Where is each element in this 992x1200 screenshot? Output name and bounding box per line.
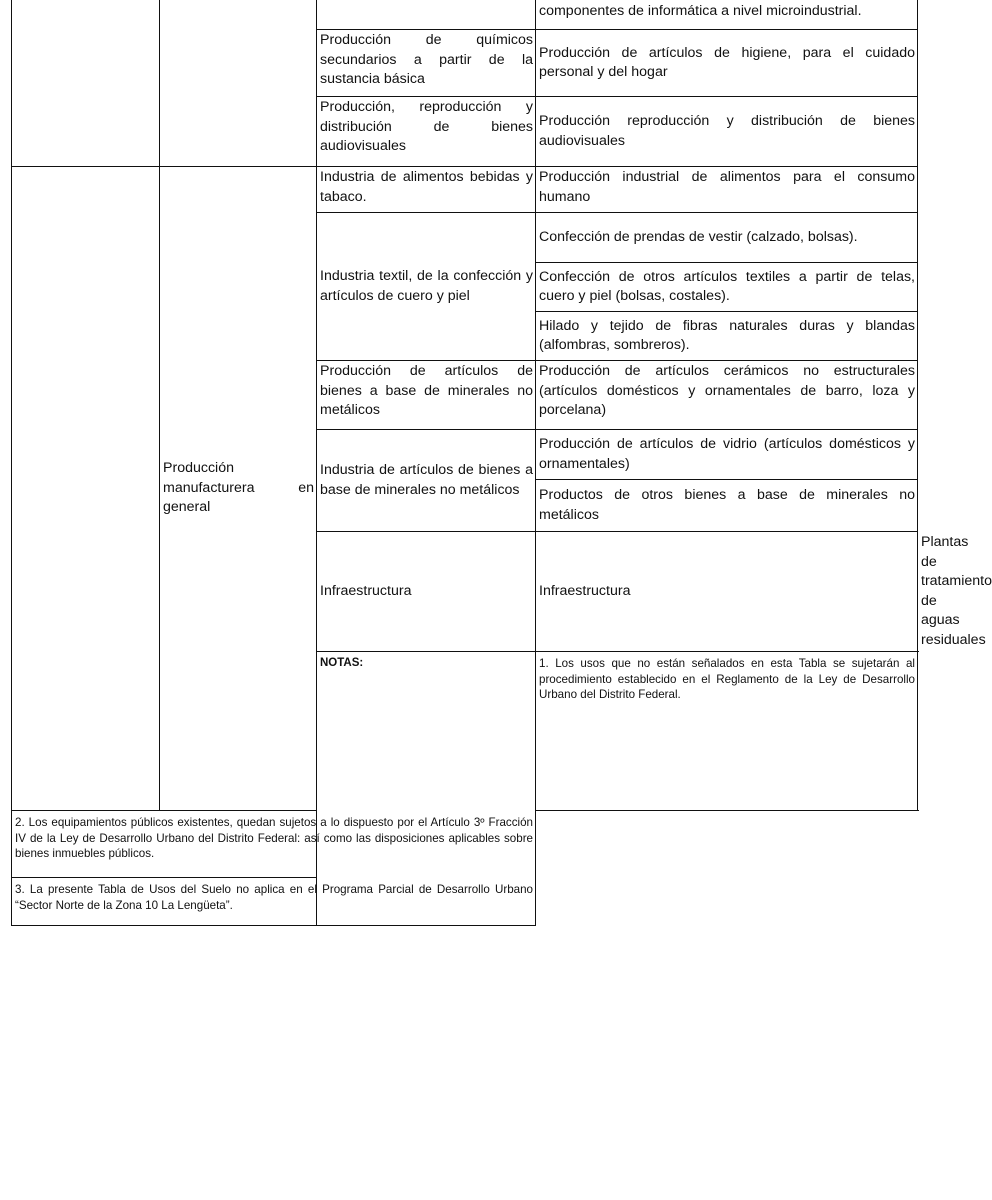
activity-cell: Confección de prendas de vestir (calzado, bolsas). <box>536 213 918 263</box>
notes-label: NOTAS: <box>317 652 536 926</box>
activity-cell: Confección de otros artículos textiles a partir de telas, cuero y piel (bolsas, costales). <box>536 263 918 312</box>
subgroup-cell: Industria de artículos de bienes a base de minerales no metálicos <box>317 430 536 532</box>
category-cell-empty <box>12 0 160 167</box>
note-2: 2. Los equipamientos públicos existentes, quedan sujetos a lo dispuesto por el Artículo 3º Fracción IV de la Ley de Desarrollo Urbano del Distrito Federal: así como las disposiciones aplicables sobre bienes inmuebles públicos. <box>12 811 536 878</box>
activity-cell: componentes de informática a nivel microindustrial. <box>536 0 918 30</box>
group-cell-infra: Infraestructura <box>536 532 918 652</box>
subgroup-cell: Producción de químicos secundarios a partir de la sustancia básica <box>317 30 536 97</box>
subgroup-cell: Producción de artículos de bienes a base de minerales no metálicos <box>317 361 536 430</box>
activity-cell: Producción reproducción y distribución de bienes audiovisuales <box>536 97 918 167</box>
group-cell-empty <box>160 0 317 167</box>
subgroup-cell: Producción, reproducción y distribución de bienes audiovisuales <box>317 97 536 167</box>
note-1: 1. Los usos que no están señalados en esta Tabla se sujetarán al procedimiento establecido en el Reglamento de la Ley de Desarrollo Urbano del Distrito Federal. <box>536 652 918 811</box>
subgroup-cell-empty <box>317 0 536 30</box>
activity-cell: Producción de artículos cerámicos no estructurales (artículos domésticos y ornamentales de barro, loza y porcelana) <box>536 361 918 430</box>
activity-cell: Producción industrial de alimentos para el consumo humano <box>536 167 918 213</box>
note-3: 3. La presente Tabla de Usos del Suelo no aplica en el Programa Parcial de Desarrollo Urbano “Sector Norte de la Zona 10 La Lengüeta”. <box>12 878 536 926</box>
activity-cell: Productos de otros bienes a base de minerales no metálicos <box>536 480 918 532</box>
activity-cell: Producción de artículos de higiene, para el cuidado personal y del hogar <box>536 30 918 97</box>
subgroup-cell: Industria textil, de la confección y artículos de cuero y piel <box>317 213 536 361</box>
activity-cell: Producción de artículos de vidrio (artículos domésticos y ornamentales) <box>536 430 918 480</box>
land-use-table: componentes de informática a nivel microindustrial. Producción de químicos secundarios a partir de la sustancia básica Producción de artículos de higiene, para el cuidado personal y del hogar Producción, reproducción y distribución de bienes audiovisuales Producción reproducción y distribución de bienes audiovisuales Producción manufacturera en general Industria de alimentos bebidas y tabaco. Producción industrial de alimentos para el consumo humano Industria textil, de la confección y artículos de cuero y piel Confección de prendas de vestir (calzado, bolsas). Confección de otros artículos textiles a partir de telas, cuero y piel (bolsas, costales). Hilado y tejido de fibras naturales duras y blandas (alfombras, sombreros). Producción de artículos de bienes a base de minerales no metálicos Producción de artículos cerámicos no estructurales (artículos domésticos y ornamentales de barro, loza y porcelana) Industria de artículos de bienes a base de minerales no metálicos Producción de artículos de vidrio (artículos domésticos y ornamentales) Productos de otros bienes a base de minerales no metálicos Infraestructura Infraestructura Plantas de tratamiento de aguas residuales NOTAS: 1. Los usos que no están señalados en esta Tabla se sujetarán al procedimiento establecido en el Reglamento de la Ley de Desarrollo Urbano del Distrito Federal. 2. Los equipamientos públicos existentes, quedan sujetos a lo dispuesto por el Artículo 3º Fracción IV de la Ley de Desarrollo Urbano del Distrito Federal: así como las disposiciones aplicables sobre bienes inmuebles públicos. 3. La presente Tabla de Usos del Suelo no aplica en el Programa Parcial de Desarrollo Urbano “Sector Norte de la Zona 10 La Lengüeta”. <box>11 0 918 926</box>
activity-cell: Hilado y tejido de fibras naturales duras y blandas (alfombras, sombreros). <box>536 312 918 361</box>
category-cell-empty <box>12 167 160 811</box>
category-cell-infra: Infraestructura <box>317 532 536 652</box>
subgroup-cell: Industria de alimentos bebidas y tabaco. <box>317 167 536 213</box>
group-cell-manufacturing: Producción manufacturera en general <box>160 167 317 811</box>
